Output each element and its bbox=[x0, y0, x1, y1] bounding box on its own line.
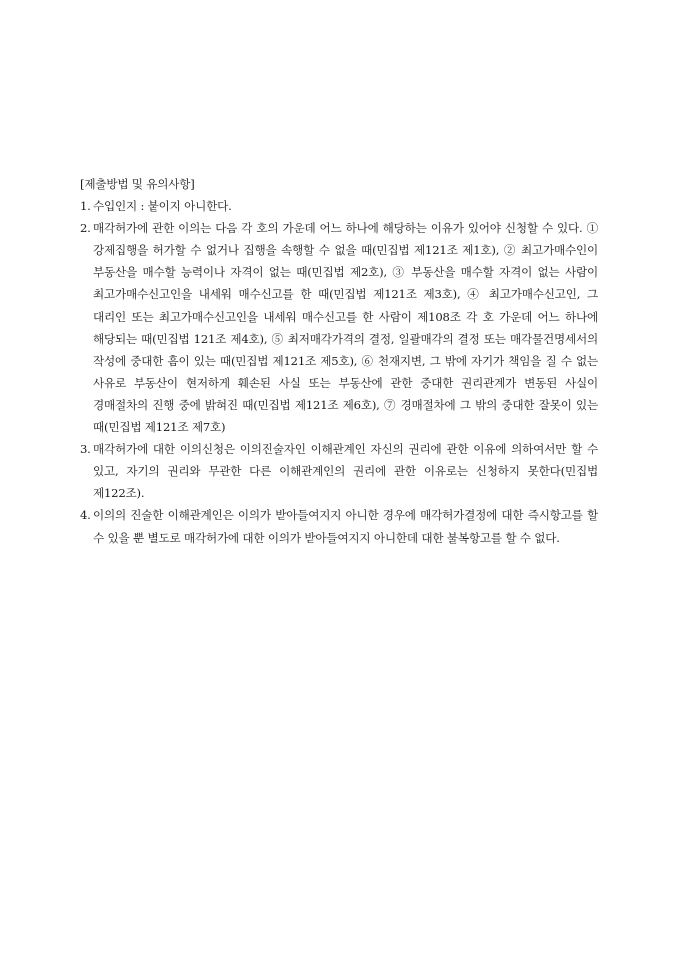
list-item-4 bbox=[80, 504, 598, 548]
item-text: 수입인지 : 붙이지 아니한다. bbox=[93, 199, 232, 214]
item-number: 2. bbox=[80, 221, 91, 236]
list-item-2 bbox=[80, 217, 598, 438]
item-text: 매각허가에 관한 이의는 다음 각 호의 가운데 어느 하나에 해당하는 이유가 있어야 신청할 수 있다. ① 강제집행을 허가할 수 없거나 집행을 속행할 수 없을 때(민집법 제121조 제1호), ② 최고가매수인이 부동산을 매수할 능력이나 자격이 없는 때(민집법 제2호), ③ 부동산을 매수할 자격이 없는 사람이 최고가매수신고인을 내세워 매수신고를 한 때(민집법 제121조 제3호), ④ 최고가매수신고인, 그 대리인 또는 최고가매수신고인을 내세워 매수신고를 한 사람이 제108조 각 호 가운데 어느 하나에 해당되는 때(민집법 121조 제4호), ⑤ 최저매각가격의 결정, 일괄매각의 결정 또는 매각물건명세서의 작성에 중대한 흠이 있는 때(민집법 제121조 제5호), ⑥ 천재지변, 그 밖에 자기가 책임을 질 수 없는 사유로 부동산이 현저하게 훼손된 사실 또는 부동산에 관한 중대한 권리관계가 변동된 사실이 경매절차의 진행 중에 밝혀진 때(민집법 제121조 제6호), ⑦ 경매절차에 그 밖의 중대한 잘못이 있는 때(민집법 제121조 제7호) bbox=[93, 221, 598, 435]
notice-section bbox=[80, 173, 598, 549]
list-item-1 bbox=[80, 195, 598, 217]
item-number: 3. bbox=[80, 442, 91, 457]
item-text: 이의의 진술한 이해관계인은 이의가 받아들여지지 아니한 경우에 매각허가결정에 대한 즉시항고를 할 수 있을 뿐 별도로 매각허가에 대한 이의가 받아들여지지 아니한데 대한 불복항고를 할 수 없다. bbox=[93, 508, 598, 545]
list-item-3 bbox=[80, 438, 598, 504]
item-number: 1. bbox=[80, 199, 91, 214]
section-heading: [제출방법 및 유의사항] bbox=[80, 177, 195, 191]
item-text: 매각허가에 대한 이의신청은 이의진술자인 이해관계인 자신의 권리에 관한 이유에 의하여서만 할 수 있고, 자기의 권리와 무관한 다른 이해관계인의 권리에 관한 이유로는 신청하지 못한다(민집법 제122조). bbox=[93, 442, 598, 501]
item-number: 4. bbox=[80, 508, 91, 523]
